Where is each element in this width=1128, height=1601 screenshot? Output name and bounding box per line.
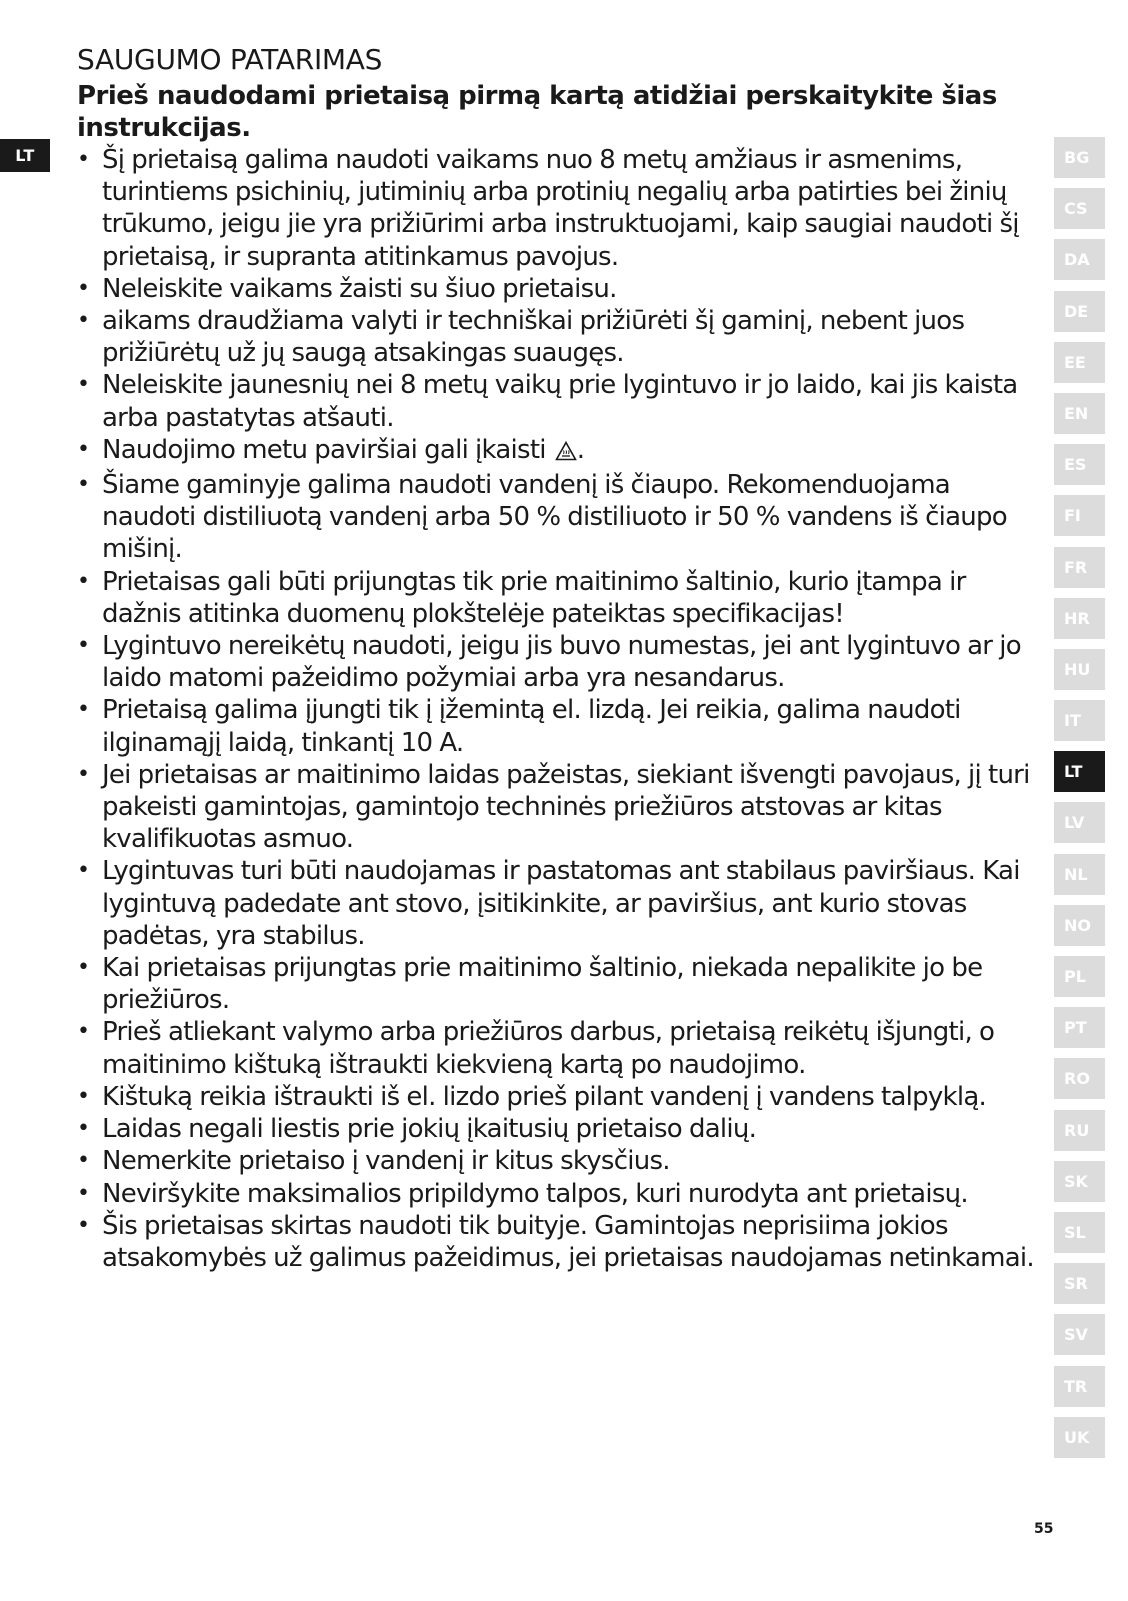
tab-pl[interactable]: PL <box>1054 956 1105 997</box>
list-item: • Kai prietaisas prijungtas prie maitinimo šaltinio, niekada nepalikite jo be priežiūros. <box>77 952 1049 1016</box>
list-item: • Šį prietaisą galima naudoti vaikams nuo 8 metų amžiaus ir asmenims, turintiems psichinių, jutiminių arba protinių negalių arba patirties bei žinių trūkumo, jeigu jie yra prižiūrimi arba instruktuojami, kaip saugiai naudoti šį prietaisą, ir supranta atitinkamus pavojus. <box>77 144 1049 273</box>
tab-es[interactable]: ES <box>1054 444 1105 485</box>
list-item: • Kištuką reikia ištraukti iš el. lizdo prieš pilant vandenį į vandens talpyklą. <box>77 1081 1049 1113</box>
intro-text: Prieš naudodami prietaisą pirmą kartą atidžiai perskaitykite šias instrukcijas. <box>77 81 997 143</box>
list-item: • Šis prietaisas skirtas naudoti tik buityje. Gamintojas neprisiima jokios atsakomybės už galimus pažeidimus, jei prietaisas naudojamas netinkamai. <box>77 1210 1049 1274</box>
tab-en[interactable]: EN <box>1054 393 1105 434</box>
list-item: • Laidas negali liestis prie jokių įkaitusių prietaiso dalių. <box>77 1113 1049 1145</box>
list-item: • Prietaisas gali būti prijungtas tik prie maitinimo šaltinio, kurio įtampa ir dažnis atitinka duomenų plokštelėje pateiktas specifikacijas! <box>77 566 1049 630</box>
list-item: • Prieš atliekant valymo arba priežiūros darbus, prietaisą reikėtų išjungti, o maitinimo kištuką ištraukti kiekvieną kartą po naudojimo. <box>77 1016 1049 1080</box>
tab-ro[interactable]: RO <box>1054 1058 1105 1099</box>
list-item: • Neleiskite vaikams žaisti su šiuo prietaisu. <box>77 273 1049 305</box>
tab-no[interactable]: NO <box>1054 905 1105 946</box>
list-item-suffix: . <box>576 434 585 465</box>
tab-bg[interactable]: BG <box>1054 137 1105 178</box>
language-marker: LT <box>0 139 50 172</box>
tab-de[interactable]: DE <box>1054 291 1105 332</box>
list-item: • aikams draudžiama valyti ir techniškai prižiūrėti šį gaminį, nebent juos prižiūrėtų už jų saugą atsakingas suaugęs. <box>77 305 1049 369</box>
tab-nl[interactable]: NL <box>1054 854 1105 895</box>
tab-uk[interactable]: UK <box>1054 1417 1105 1458</box>
safety-list <box>77 144 1049 1274</box>
tab-sl[interactable]: SL <box>1054 1212 1105 1253</box>
list-item: • Šiame gaminyje galima naudoti vandenį iš čiaupo. Rekomenduojama naudoti distiliuotą vandenį arba 50 % distiliuoto ir 50 % vandens iš čiaupo mišinį. <box>77 469 1049 566</box>
tab-sk[interactable]: SK <box>1054 1161 1105 1202</box>
tab-lv[interactable]: LV <box>1054 802 1105 843</box>
tab-hr[interactable]: HR <box>1054 598 1105 639</box>
tab-ee[interactable]: EE <box>1054 342 1105 383</box>
tab-cs[interactable]: CS <box>1054 188 1105 229</box>
page-number: 55 <box>1034 1521 1054 1537</box>
list-item-text: Naudojimo metu paviršiai gali įkaisti <box>102 434 546 465</box>
tab-tr[interactable]: TR <box>1054 1366 1105 1407</box>
hot-surface-warning-icon <box>555 437 577 469</box>
list-item: • Neviršykite maksimalios pripildymo talpos, kuri nurodyta ant prietaisų. <box>77 1178 1049 1210</box>
tab-pt[interactable]: PT <box>1054 1007 1105 1048</box>
tab-it[interactable]: IT <box>1054 700 1105 741</box>
language-tabs <box>1054 137 1105 1468</box>
tab-hu[interactable]: HU <box>1054 649 1105 690</box>
list-item: • Jei prietaisas ar maitinimo laidas pažeistas, siekiant išvengti pavojaus, jį turi pakeisti gamintojas, gamintojo techninės priežiūros atstovas ar kitas kvalifikuotas asmuo. <box>77 759 1049 856</box>
list-item: • Prietaisą galima įjungti tik į įžemintą el. lizdą. Jei reikia, galima naudoti ilginamąjį laidą, tinkantį 10 A. <box>77 694 1049 758</box>
tab-fr[interactable]: FR <box>1054 547 1105 588</box>
tab-sv[interactable]: SV <box>1054 1314 1105 1355</box>
list-item: • Neleiskite jaunesnių nei 8 metų vaikų prie lygintuvo ir jo laido, kai jis kaista arba pastatytas atšauti. <box>77 369 1049 433</box>
list-item: • Lygintuvo nereikėtų naudoti, jeigu jis buvo numestas, jei ant lygintuvo ar jo laido matomi pažeidimo požymiai arba yra nesandarus. <box>77 630 1049 694</box>
tab-lt[interactable]: LT <box>1054 751 1105 792</box>
safety-section <box>77 42 1049 1274</box>
list-item: • Lygintuvas turi būti naudojamas ir pastatomas ant stabilaus paviršiaus. Kai lygintuvą padedate ant stovo, įsitikinkite, ar paviršius, ant kurio stovas padėtas, yra stabilus. <box>77 855 1049 952</box>
tab-da[interactable]: DA <box>1054 239 1105 280</box>
tab-sr[interactable]: SR <box>1054 1263 1105 1304</box>
tab-ru[interactable]: RU <box>1054 1110 1105 1151</box>
tab-fi[interactable]: FI <box>1054 495 1105 536</box>
list-item <box>77 434 1049 469</box>
list-item: • Nemerkite prietaiso į vandenį ir kitus skysčius. <box>77 1145 1049 1177</box>
section-title: SAUGUMO PATARIMAS <box>77 43 383 76</box>
